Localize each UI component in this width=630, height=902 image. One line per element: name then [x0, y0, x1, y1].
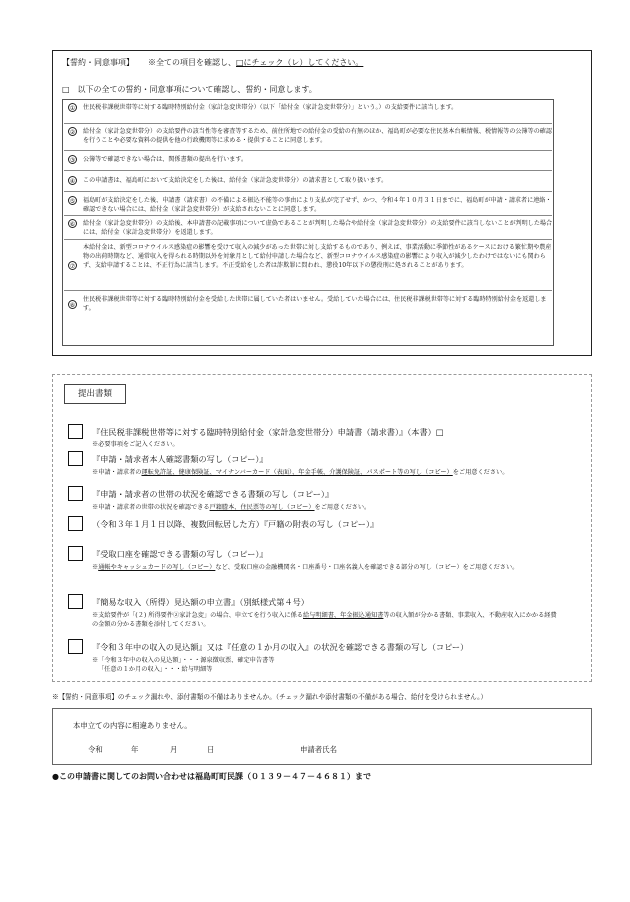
- divider: [64, 150, 552, 151]
- document-note: ※申請・請求者の運転免許証、健康保険証、マイナンバーカード（表面）、年金手帳、介護保険証、パスポート等の写し（コピー）をご用意ください。: [92, 469, 509, 476]
- document-title: 『令和３年中の収入の見込額』又は『任意の１か月の収入』の状況を確認できる書類の写し（コピー）: [92, 642, 469, 652]
- divider: [64, 215, 552, 216]
- document-title: 『簡易な収入（所得）見込額の申立書』（別紙様式第４号）: [92, 597, 309, 607]
- applicant-name-label[interactable]: 申請者氏名: [300, 745, 337, 754]
- divider: [64, 170, 552, 171]
- divider: [64, 239, 552, 240]
- confirmation-section: [52, 708, 592, 765]
- agreement-number: ⑥: [69, 221, 76, 228]
- document-note: ※必要事項をご記入ください。: [92, 441, 179, 448]
- date-month-label[interactable]: 月: [170, 745, 178, 754]
- document-checkbox[interactable]: [68, 424, 83, 439]
- agreement-text: 本給付金は、新型コロナウイルス感染症の影響を受けて収入の減少があった世帯に対し支給するものであり、例えば、事業活動に季節性があるケースにおける繁忙期や農産物の出荷時期など、通常収入を得られる時期以外を対象月として給付申請した場合など、新型コロナウイルス感染症の影響により収入が減少したわけではないにも関わらず、支給申請することは、不正行為に該当します。不正受給をした者は詐欺罪に問われ、懲役10年以下の懲役刑に処されることがあります。: [83, 244, 552, 270]
- agreements-header-note: ※全ての項目を確認し、: [148, 58, 236, 67]
- document-checkbox[interactable]: [68, 546, 83, 561]
- agreement-number: ⑦: [69, 263, 76, 270]
- date-year-label[interactable]: 年: [131, 745, 139, 754]
- contact-info: ●この申請書に関してのお問い合わせは福島町町民課（０１３９－４７－４６８１）まで: [52, 772, 371, 781]
- document-note-line: 「任意の１か月の収入」・・・給与明細等: [98, 665, 213, 673]
- agree-all-checkbox-row[interactable]: □ 以下の全ての誓約・同意事項について確認し、誓約・同意します。: [62, 85, 317, 94]
- documents-title: 提出書類: [64, 384, 126, 404]
- date-day-label[interactable]: 日: [207, 745, 215, 754]
- agreements-header-label: 【誓約・同意事項】: [62, 58, 134, 67]
- agreements-header-note-underlined: □にチェック（レ）してください。: [236, 58, 364, 67]
- document-note: ※申請・請求者の世帯の状況を確認できる戸籍謄本、住民票等の写し（コピー）をご用意ください。: [92, 504, 371, 511]
- divider: [64, 290, 552, 291]
- document-title: 『住民税非課税世帯等に対する臨時特別給付金（家計急変世帯分）申請書（請求書）』（本書）□: [92, 427, 444, 437]
- divider: [64, 191, 552, 192]
- agreement-number: ③: [69, 157, 76, 164]
- agreement-number: ⑧: [69, 302, 76, 309]
- agreement-number: ②: [69, 129, 76, 136]
- document-checkbox[interactable]: [68, 451, 83, 466]
- document-title: 『申請・請求者本人確認書類の写し（コピー）』: [92, 454, 268, 464]
- agreement-text: 公簿等で確認できない場合は、関係書類の提出を行います。: [83, 156, 248, 163]
- agreement-text: 住民税非課税世帯等に対する臨時特別給付金（家計急変世帯分）（以下「給付金（家計急変世帯分）」という。）の支給要件に該当します。: [83, 104, 458, 111]
- document-title: 『受取口座を確認できる書類の写し（コピー）』: [92, 549, 268, 559]
- document-checkbox[interactable]: [68, 516, 83, 531]
- document-checkbox[interactable]: [68, 594, 83, 609]
- agreement-number: ④: [69, 178, 76, 185]
- document-note: [92, 657, 562, 675]
- agreement-number: ①: [69, 105, 76, 112]
- document-note-line: ※「令和３年中の収入の見込額」・・・源泉徴収票、確定申告書等: [92, 657, 275, 664]
- agreement-text: 給付金（家計急変世帯分）の支給後、本申請書の記載事項について虚偽であることが判明した場合や給付金（家計急変世帯分）の支給要件に該当しないことが判明した場合には、給付金（家計急変世帯分）を返還します。: [83, 220, 553, 237]
- document-note: ※支給要件が「(２) 所得要件②家計急変」の場合、申立てを行う収入に係る給与明細書、年金振込通知書等の収入額が分かる書類、事業収入、不動産収入にかかる経費の金額の分かる書類を添付してください。: [92, 612, 557, 628]
- document-title: （令和３年１月１日以降、複数回転居した方）『戸籍の附表の写し（コピー）』: [92, 519, 379, 529]
- agreement-text: 福島町が支給決定をした後、申請書（請求書）の不備による振込不能等の事由により支払が完了せず、かつ、令和４年１０月３１日までに、福島町が申請・請求者に連絡・確認できない場合には、給付金（家計急変世帯分）が支給されないことに同意します。: [83, 197, 552, 214]
- divider: [64, 123, 552, 124]
- document-checkbox[interactable]: [68, 486, 83, 501]
- agreement-text: この申請書は、福島町において支給決定をした後は、給付金（家計急変世帯分）の請求書として取り扱います。: [83, 177, 388, 184]
- document-checkbox[interactable]: [68, 639, 83, 654]
- confirmation-statement: 本申立ての内容に相違ありません。: [73, 721, 192, 730]
- document-title: 『申請・請求者の世帯の状況を確認できる書類の写し（コピー）』: [92, 489, 334, 499]
- document-note: ※通帳やキャッシュカードの写し（コピー）など、受取口座の金融機関名・口座番号・口座名義人を確認できる部分の写し（コピー）をご用意ください。: [92, 564, 519, 571]
- agreement-text: 給付金（家計急変世帯分）の支給要件の該当性等を審査等するため、前住所地での給付金の受給の有無のほか、福島町が必要な住民基本台帳情報、税情報等の公簿等の確認を行うことや必要な資料の提供を他の行政機関等に求める・提供することに同意します。: [83, 128, 552, 145]
- date-era: 令和: [88, 745, 103, 754]
- check-reminder-note: ※【誓約・同意事項】のチェック漏れや、添付書類の不備はありませんか。（チェック漏れや添付書類の不備がある場合、給付を受けられません。）: [52, 693, 488, 701]
- agreement-text: 住民税非課税世帯等に対する臨時特別給付金を受給した世帯に属していた者はいません。受給していた場合には、住民税非課税世帯等に対する臨時特別給付金を返還します。: [83, 296, 547, 313]
- agreement-number: ⑤: [69, 198, 76, 205]
- agreements-header: [62, 57, 363, 68]
